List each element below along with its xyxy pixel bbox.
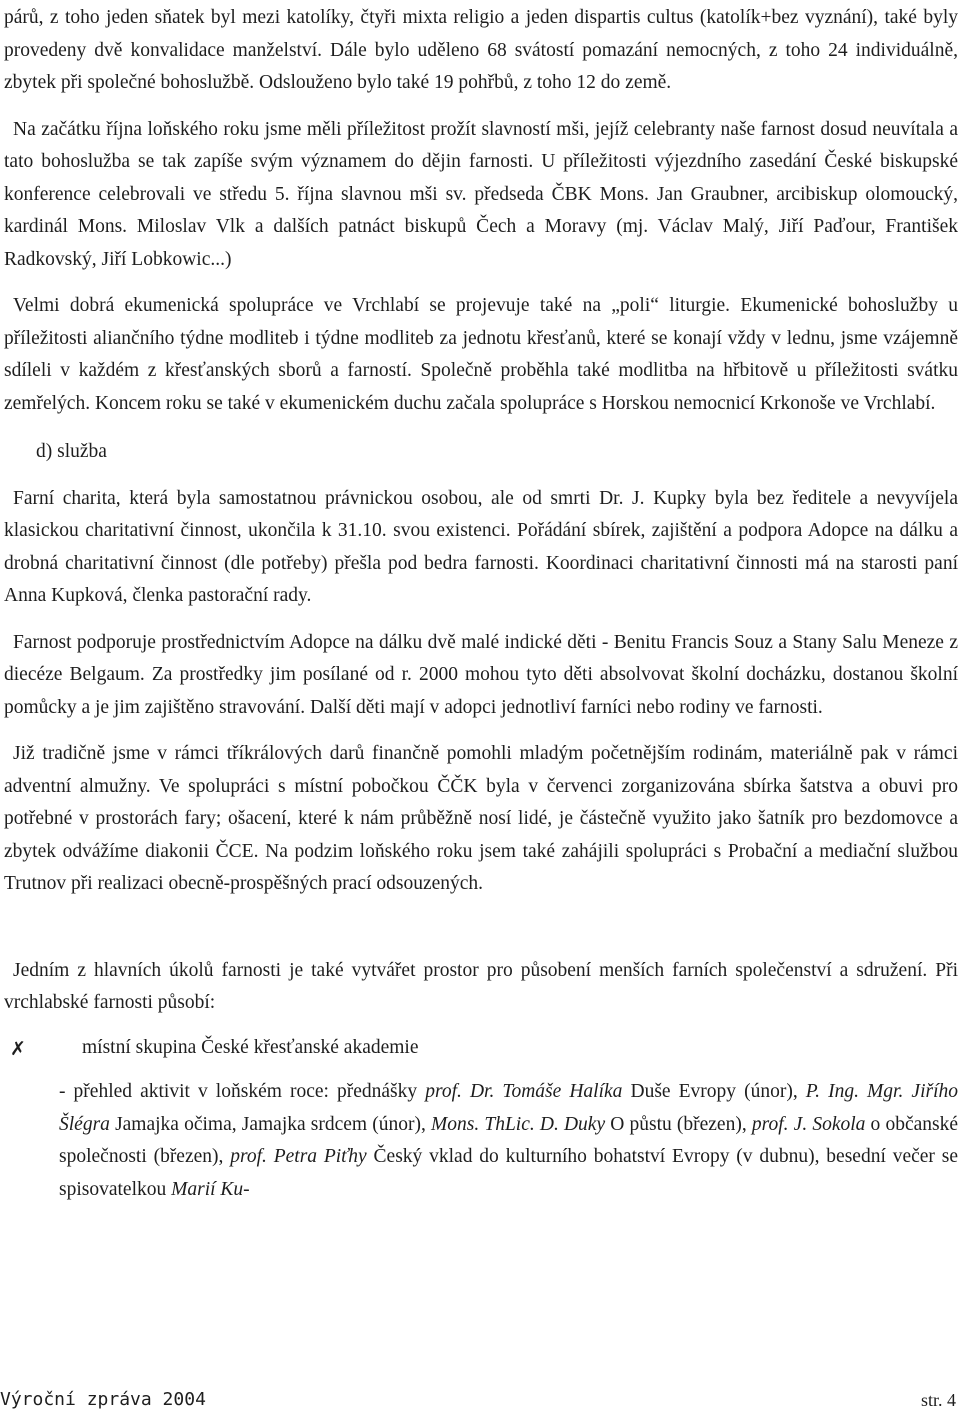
lecturer-name-pitha: prof. Petra Piťhy — [230, 1146, 367, 1167]
section-heading-service: d) služba — [36, 441, 107, 462]
lecturer-name-halik: prof. Dr. Tomáše Halíka — [425, 1081, 623, 1102]
cross-mark-icon: ✗ — [10, 1038, 26, 1060]
lecturer-name-sokol: prof. J. Sokola — [751, 1113, 866, 1135]
paragraph-charity: Farní charita, která byla samostatnou právnickou osobou, ale od smrti Dr. J. Kupky byla bez ředitele a nevyvíjela klasickou charitativní činnost, ukončila k 31.10. svou existenci. Pořádání sbírek, zajištění a podpora Adopce na dálku a drobná charitativní činnost (dle potřeby) přešla pod bedra farnosti. Koordinaci charitativní činnosti má na starosti paní Anna Kupková, členka pastorační rady. — [4, 487, 958, 606]
activities-text-3: Jamajka očima, Jamajka srdcem (únor), — [109, 1113, 431, 1135]
paragraph-bishops-mass: Na začátku října loňského roku jsme měli příležitost prožít slavností mši, jejíž celebranty naše farnost dosud neuvítala a tato bohoslužba se tak zapíše svým významem do dějin farnosti. U příležitosti výjezdního zasedání České biskupské konference celebrovali ve středu 5. října slavnou mši sv. předseda ČBK Mons. Jan Graubner, arcibiskup olomoucký, kardinál Mons. Miloslav Vlk a dalších patnáct biskupů Čech a Moravy (mj. Václav Malý, Jiří Paďour, František Radkovský, Jiří Lobkowic...) — [4, 118, 958, 270]
activities-text-2: Duše Evropy (únor), — [622, 1081, 806, 1102]
activities-text-4: O půstu (březen), — [605, 1113, 752, 1135]
footer-page-number: str. 4 — [920, 1390, 956, 1410]
paragraph-aid: Již tradičně jsme v rámci tříkrálových darů finančně pomohli mladým početnějším rodinám, materiálně pak v rámci adventní almužny. Ve spolupráci s místní pobočkou ČČK byla v červenci zorganizována sbírka šatstva a obuvi pro potřebné v prostorách fary; ošacení, které k nám průběžně nosí lidé, je částečně využito jako šatník pro bezdomovce a zbytek odvážíme diakonii ČCE. Na podzim loňského roku jsem také zahájili spolupráci s Probační a mediační službou Trutnov při realizaci obecně-prospěšných prací odsouzených. — [4, 743, 958, 894]
lecturer-name-duka: Mons. ThLic. D. Duky — [431, 1113, 606, 1135]
list-item-academy — [4, 1032, 958, 1065]
paragraph-communities: Jedním z hlavních úkolů farnosti je také vytvářet prostor pro působení menších farních společenství a sdružení. Při vrchlabské farnosti působí: — [4, 959, 958, 1013]
list-item-label: místní skupina České křesťanské akademie — [82, 1036, 419, 1058]
paragraph-adoption: Farnost podporuje prostřednictvím Adopce na dálku dvě malé indické děti - Benitu Francis Souz a Stany Salu Meneze z diecéze Belgaum. Za prostředky jim posílané od r. 2000 mohou tyto děti absolvovat školní docházku, dostanou školní pomůcky a je jim zajištěno stravování. Další děti mají v adopci jednotliví farníci nebo rodiny ve farnosti. — [4, 631, 958, 718]
lecturer-name-slegr: P. Ing. Mgr. Jiřího Šlégra — [59, 1081, 958, 1135]
activities-text-6: Český vklad do kulturního bohatství Evropy (v dubnu), besední večer se spisovatelkou — [59, 1146, 958, 1200]
paragraph-ecumenism: Velmi dobrá ekumenická spolupráce ve Vrchlabí se projevuje také na „poli“ liturgie. Ekumenické bohoslužby u příležitosti aliančního týdne modliteb i týdne modliteb za jednotu křesťanů, které se konají vždy v lednu, jsme vzájemně sdíleli v každém z křesťanských sborů a farností. Společně proběhla také modlitba na hřbitově u příležitosti svátku zemřelých. Koncem roku se také v ekumenickém duchu začala spolupráce s Horskou nemocnicí Krkonoše ve Vrchlabí. — [4, 295, 958, 414]
document-page — [4, 0, 958, 1206]
activities-overview — [59, 1076, 958, 1206]
footer-report-title: Výroční zpráva 2004 — [0, 1389, 206, 1410]
activities-text-1: - přehled aktivit v loňském roce: přednášky — [59, 1081, 426, 1102]
paragraph-sacraments: párů, z toho jeden sňatek byl mezi katolíky, čtyři mixta religio a jeden dispartis cultus (katolík+bez vyznání), také byly provedeny dvě konvalidace manželství. Dále bylo uděleno 68 svátostí pomazání nemocných, z toho 24 individuálně, zbytek při společné bohoslužbě. Odslouženo bylo také 19 pohřbů, z toho 12 do země. — [4, 7, 958, 93]
activities-text-5: o občanské společnosti (březen), — [59, 1113, 958, 1167]
writer-name: Marií Ku- — [171, 1178, 250, 1200]
